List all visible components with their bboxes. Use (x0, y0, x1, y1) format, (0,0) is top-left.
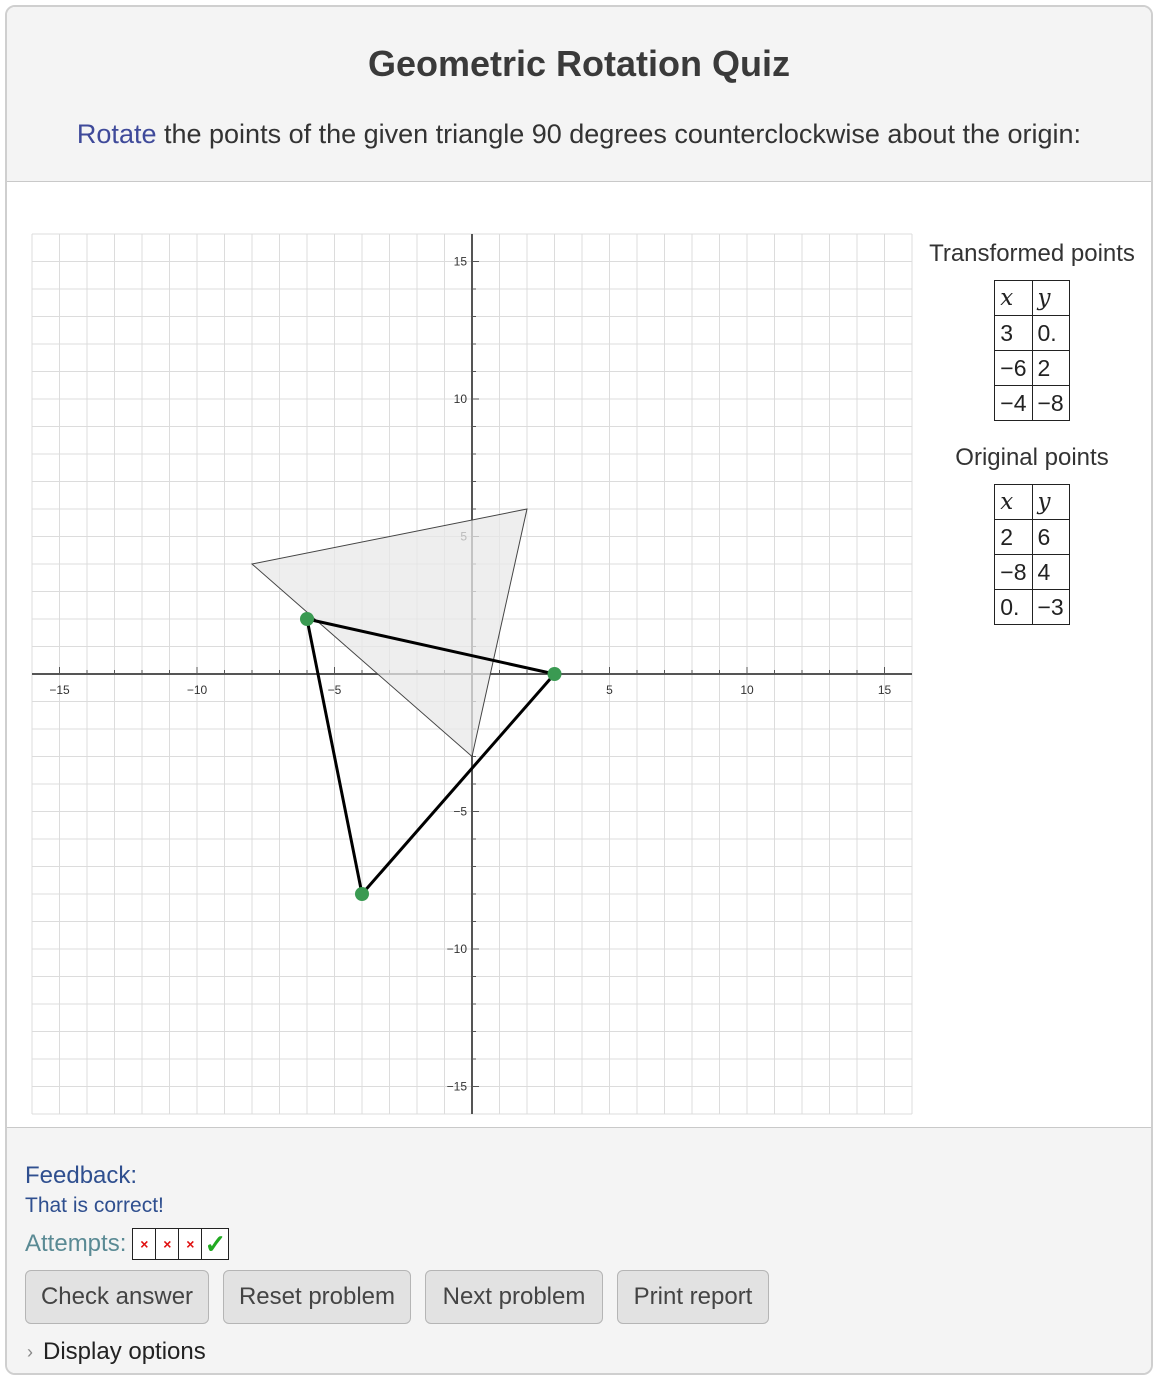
question-prompt (7, 119, 1151, 150)
next-problem-button[interactable]: Next problem (425, 1270, 603, 1324)
table-row (995, 386, 1069, 421)
table-cell[interactable]: −6 (995, 351, 1032, 386)
attempts-label: Attempts: (25, 1230, 127, 1257)
table-cell[interactable]: 2 (1032, 351, 1069, 386)
feedback-text: That is correct! (25, 1194, 164, 1217)
x-tick-label: −10 (186, 683, 208, 697)
original-points-table (994, 484, 1069, 625)
check-answer-button[interactable]: Check answer (25, 1270, 209, 1324)
y-tick-label: 15 (453, 254, 467, 269)
coordinate-plane[interactable] (7, 182, 917, 1127)
x-tick-label: 10 (740, 683, 754, 697)
x-mark-icon: × (179, 1229, 202, 1259)
transformed-point[interactable] (548, 667, 562, 681)
table-cell[interactable]: 0. (1032, 316, 1069, 351)
table-header-y: y (1032, 485, 1069, 520)
table-cell: −3 (1032, 590, 1069, 625)
transformed-point[interactable] (300, 612, 314, 626)
print-report-button[interactable]: Print report (617, 1270, 769, 1324)
table-cell: 6 (1032, 520, 1069, 555)
x-mark-icon: × (156, 1229, 179, 1259)
prompt-keyword: Rotate (76, 119, 157, 149)
quiz-window (5, 5, 1153, 1375)
y-tick-label: −5 (453, 804, 467, 819)
table-header-x: x (995, 281, 1032, 316)
table-cell[interactable]: 3 (995, 316, 1032, 351)
attempts-tracker (132, 1228, 229, 1260)
display-options-label: Display options (43, 1338, 206, 1365)
y-tick-label: −15 (446, 1079, 467, 1094)
attempts-row (25, 1228, 229, 1260)
x-mark-icon: × (133, 1229, 156, 1259)
table-header-y: y (1032, 281, 1069, 316)
table-cell[interactable]: −8 (1032, 386, 1069, 421)
table-row (995, 555, 1069, 590)
plot-area (7, 182, 1151, 1127)
footer (7, 1127, 1151, 1374)
table-cell: −8 (995, 555, 1032, 590)
table-cell: 2 (995, 520, 1032, 555)
page-title: Geometric Rotation Quiz (367, 43, 791, 84)
transformed-points-table (994, 280, 1069, 421)
transformed-points-panel (917, 240, 1147, 421)
y-tick-label: −10 (446, 942, 467, 956)
table-row (995, 316, 1069, 351)
y-tick-label: 10 (453, 392, 467, 406)
table-cell: 0. (995, 590, 1032, 625)
table-cell[interactable]: −4 (995, 386, 1032, 421)
table-cell: 4 (1032, 555, 1069, 590)
feedback-label: Feedback: (25, 1162, 138, 1189)
x-tick-label: −15 (49, 683, 70, 697)
table-header-x: x (995, 485, 1032, 520)
prompt-text: the points of the given triangle 90 degrees counterclockwise about the origin: (156, 119, 1082, 149)
reset-problem-button[interactable]: Reset problem (223, 1270, 411, 1324)
original-points-panel (917, 444, 1147, 625)
x-tick-label: 5 (606, 683, 613, 697)
table-row (995, 520, 1069, 555)
original-points-title: Original points (955, 444, 1109, 471)
x-tick-label: −5 (327, 683, 342, 697)
chevron-right-icon: › (27, 1341, 33, 1362)
transformed-point[interactable] (355, 887, 369, 901)
x-tick-label: 15 (877, 683, 892, 697)
checkmark-icon: ✓ (204, 1228, 227, 1259)
transformed-points-title: Transformed points (929, 240, 1135, 267)
table-row (995, 351, 1069, 386)
display-options-toggle[interactable] (27, 1338, 206, 1366)
header (7, 7, 1151, 182)
table-row (995, 590, 1069, 625)
